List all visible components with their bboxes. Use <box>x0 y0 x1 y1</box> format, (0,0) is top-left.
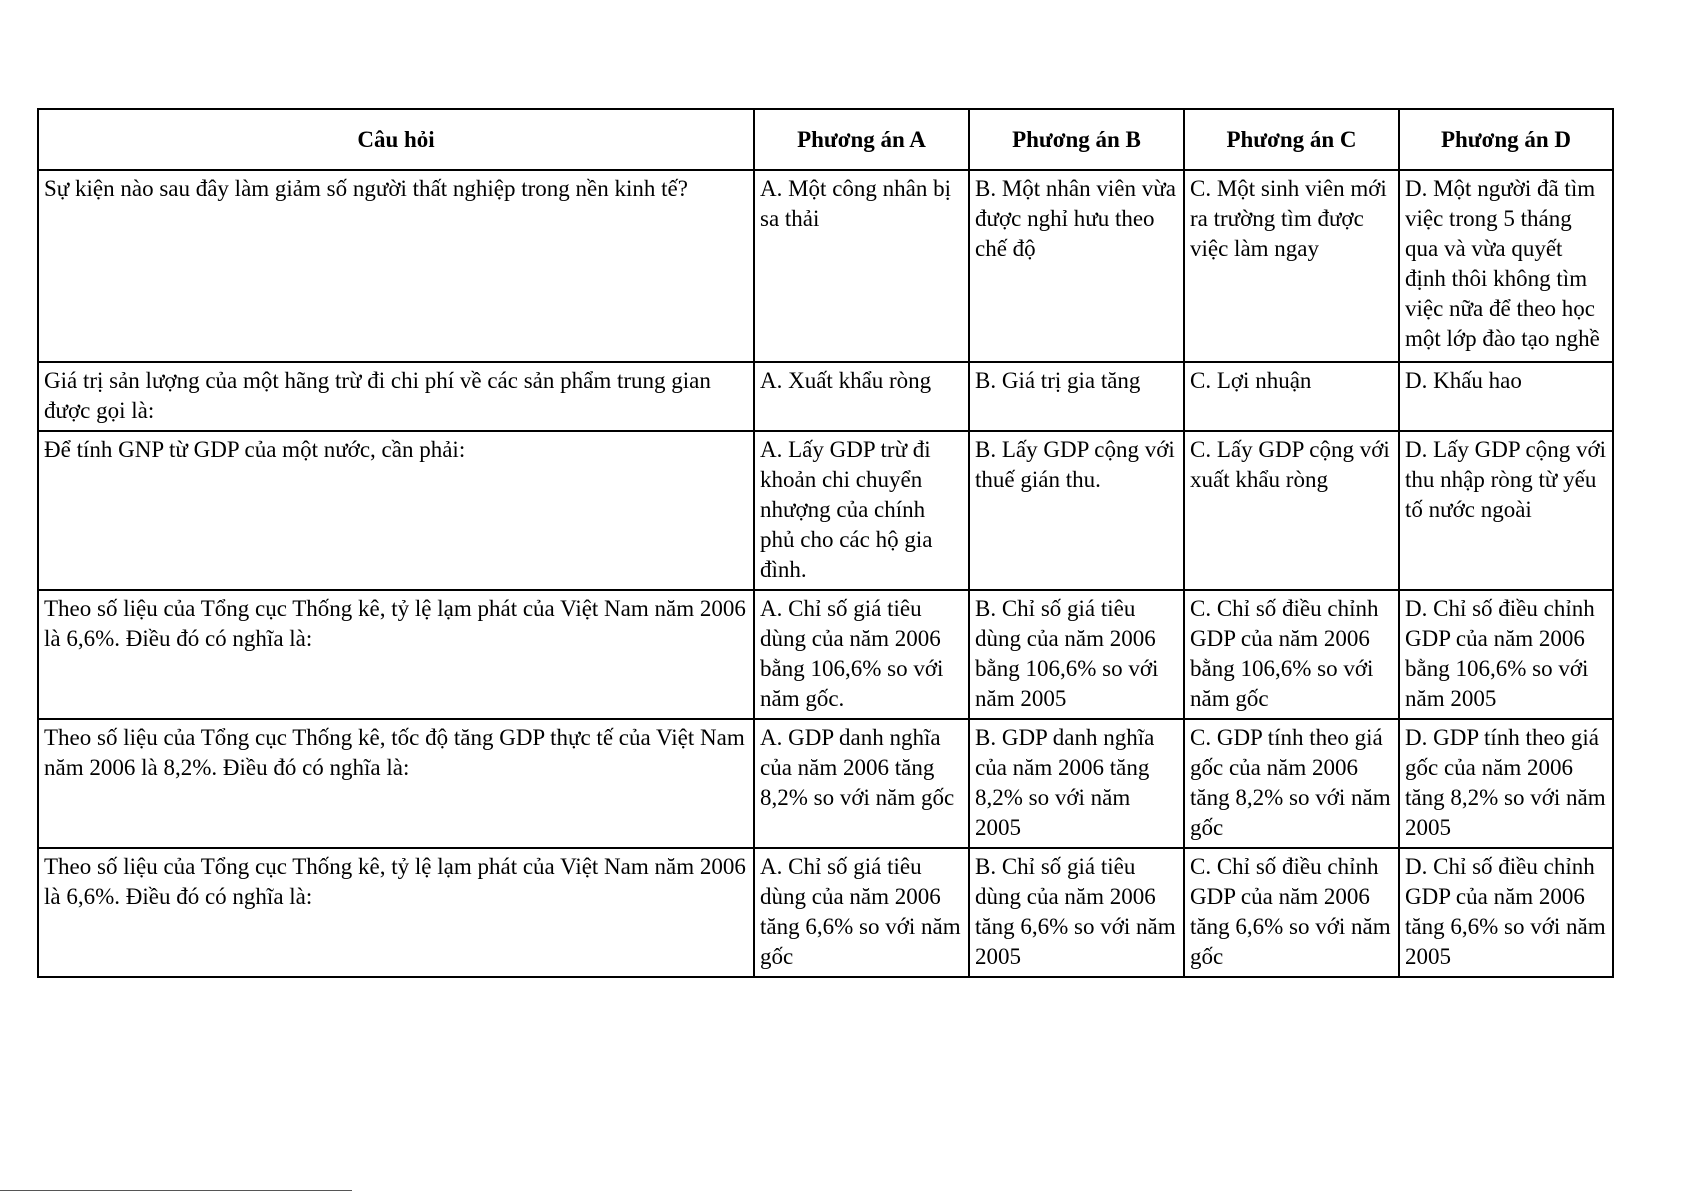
table-row <box>38 719 1613 848</box>
option-c-cell: C. Một sinh viên mới ra trường tìm được việc làm ngay <box>1184 170 1399 362</box>
option-d-cell: D. GDP tính theo giá gốc của năm 2006 tăng 8,2% so với năm 2005 <box>1399 719 1613 848</box>
header-option-b: Phương án B <box>969 109 1184 170</box>
option-c-cell: C. Chỉ số điều chỉnh GDP của năm 2006 bằng 106,6% so với năm gốc <box>1184 590 1399 719</box>
option-b-cell: B. Chỉ số giá tiêu dùng của năm 2006 bằng 106,6% so với năm 2005 <box>969 590 1184 719</box>
option-d-cell: D. Chỉ số điều chỉnh GDP của năm 2006 bằng 106,6% so với năm 2005 <box>1399 590 1613 719</box>
option-a-cell: A. Chỉ số giá tiêu dùng của năm 2006 bằng 106,6% so với năm gốc. <box>754 590 969 719</box>
option-d-cell: D. Một người đã tìm việc trong 5 tháng qua và vừa quyết định thôi không tìm việc nữa để theo học một lớp đào tạo nghề <box>1399 170 1613 362</box>
table-row <box>38 590 1613 719</box>
table-row <box>38 431 1613 590</box>
option-b-cell: B. Giá trị gia tăng <box>969 362 1184 431</box>
option-b-cell: B. Lấy GDP cộng với thuế gián thu. <box>969 431 1184 590</box>
option-a-cell: A. GDP danh nghĩa của năm 2006 tăng 8,2% so với năm gốc <box>754 719 969 848</box>
option-c-cell: C. Lợi nhuận <box>1184 362 1399 431</box>
header-option-d: Phương án D <box>1399 109 1613 170</box>
question-cell: Theo số liệu của Tổng cục Thống kê, tỷ lệ lạm phát của Việt Nam năm 2006 là 6,6%. Điều đó có nghĩa là: <box>38 590 754 719</box>
question-cell: Theo số liệu của Tổng cục Thống kê, tốc độ tăng GDP thực tế của Việt Nam năm 2006 là 8,2%. Điều đó có nghĩa là: <box>38 719 754 848</box>
option-a-cell: A. Xuất khẩu ròng <box>754 362 969 431</box>
option-c-cell: C. Chỉ số điều chỉnh GDP của năm 2006 tăng 6,6% so với năm gốc <box>1184 848 1399 977</box>
option-b-cell: B. Chỉ số giá tiêu dùng của năm 2006 tăng 6,6% so với năm 2005 <box>969 848 1184 977</box>
table-row <box>38 170 1613 362</box>
option-c-cell: C. Lấy GDP cộng với xuất khẩu ròng <box>1184 431 1399 590</box>
option-b-cell: B. GDP danh nghĩa của năm 2006 tăng 8,2% so với năm 2005 <box>969 719 1184 848</box>
question-cell: Theo số liệu của Tổng cục Thống kê, tỷ lệ lạm phát của Việt Nam năm 2006 là 6,6%. Điều đó có nghĩa là: <box>38 848 754 977</box>
option-d-cell: D. Chỉ số điều chỉnh GDP của năm 2006 tăng 6,6% so với năm 2005 <box>1399 848 1613 977</box>
option-a-cell: A. Chỉ số giá tiêu dùng của năm 2006 tăng 6,6% so với năm gốc <box>754 848 969 977</box>
header-question: Câu hỏi <box>38 109 754 170</box>
option-a-cell: A. Một công nhân bị sa thải <box>754 170 969 362</box>
question-cell: Để tính GNP từ GDP của một nước, cần phải: <box>38 431 754 590</box>
table-row <box>38 362 1613 431</box>
option-a-cell: A. Lấy GDP trừ đi khoản chi chuyển nhượng của chính phủ cho các hộ gia đình. <box>754 431 969 590</box>
question-cell: Sự kiện nào sau đây làm giảm số người thất nghiệp trong nền kinh tế? <box>38 170 754 362</box>
option-d-cell: D. Lấy GDP cộng với thu nhập ròng từ yếu tố nước ngoài <box>1399 431 1613 590</box>
quiz-table <box>37 108 1614 978</box>
table-header-row <box>38 109 1613 170</box>
option-b-cell: B. Một nhân viên vừa được nghỉ hưu theo chế độ <box>969 170 1184 362</box>
option-d-cell: D. Khấu hao <box>1399 362 1613 431</box>
header-option-c: Phương án C <box>1184 109 1399 170</box>
table-row <box>38 848 1613 977</box>
option-c-cell: C. GDP tính theo giá gốc của năm 2006 tăng 8,2% so với năm gốc <box>1184 719 1399 848</box>
header-option-a: Phương án A <box>754 109 969 170</box>
question-cell: Giá trị sản lượng của một hãng trừ đi chi phí về các sản phẩm trung gian được gọi là: <box>38 362 754 431</box>
